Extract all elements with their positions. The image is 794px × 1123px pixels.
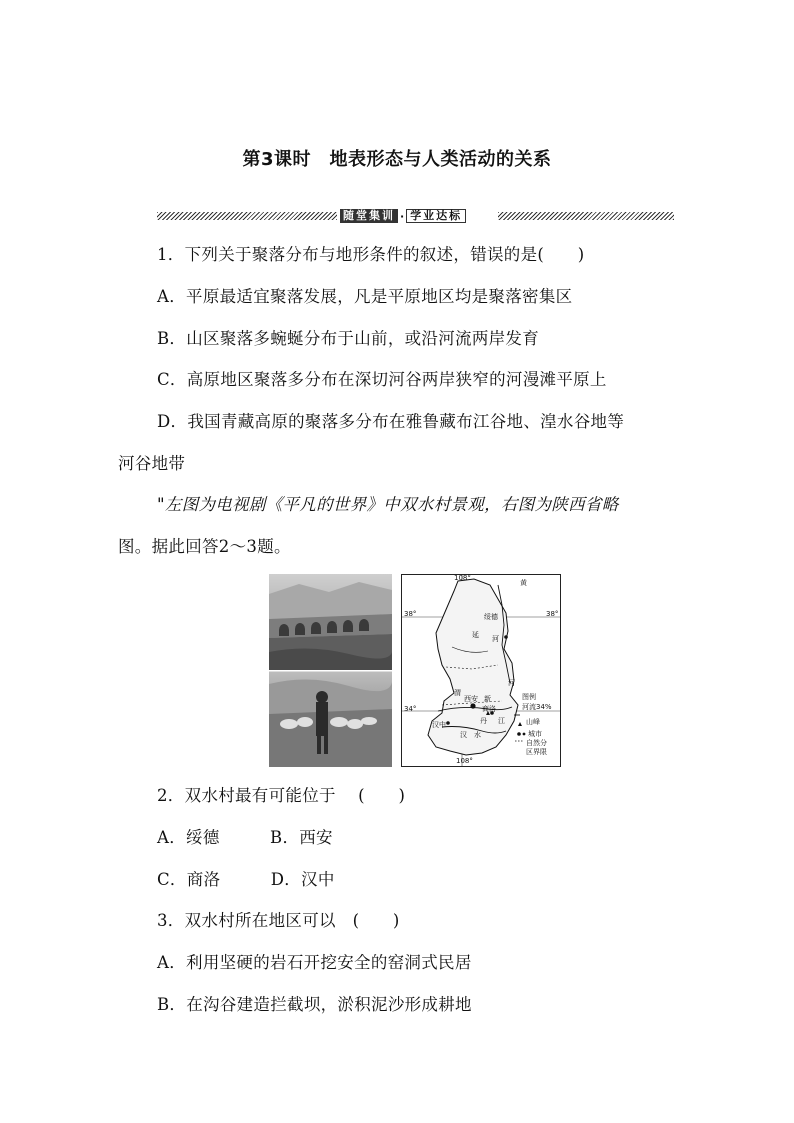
shaanxi-map (401, 574, 561, 767)
map-label-huang: 黄 (520, 579, 527, 587)
q2-options-cd: C．商洛 D．汉中 (157, 870, 335, 889)
map-label-hanzhong: 汉中 (432, 721, 446, 729)
q3-stem: 3．双水村所在地区可以 ( ) (157, 911, 400, 930)
map-label-jiang: 江 (498, 717, 505, 725)
banner-hatch-right (498, 212, 674, 220)
banner-hatch-left (157, 212, 337, 220)
banner-label (340, 209, 466, 223)
q3-option-b: B．在沟谷建造拦截坝，淤积泥沙形成耕地 (157, 995, 472, 1014)
q1-option-d-line2: 河谷地带 (118, 454, 186, 473)
legend-river (522, 703, 552, 711)
page-title: 第3课时 地表形态与人类活动的关系 (242, 149, 552, 170)
map-label-han: 汉 (460, 731, 467, 739)
q1-stem: 1．下列关于聚落分布与地形条件的叙述，错误的是( ) (157, 245, 585, 264)
map-label-he2: 河 (508, 679, 515, 687)
legend-boundary-2: 区界限 (526, 748, 547, 756)
map-label-wei: 渭 (454, 689, 461, 697)
q1-option-d-line1: D．我国青藏高原的聚落多分布在雅鲁藏布江谷地、湟水谷地等 (157, 412, 625, 431)
map-label-he: 河 (492, 635, 499, 643)
banner-left-label: 随堂集训 (340, 209, 398, 223)
section-banner (157, 209, 674, 223)
legend-boundary-1: 自然分 (526, 739, 547, 747)
q2-stem: 2．双水村最有可能位于 ( ) (157, 786, 406, 805)
map-label-xian: 西安 (464, 695, 478, 703)
legend-city: 城市 (528, 730, 542, 738)
q1-option-a: A．平原最适宜聚落发展，凡是平原地区均是聚落密集区 (157, 287, 573, 306)
legend-river-value: 34% (536, 703, 552, 711)
map-lon-top: 108° (454, 574, 471, 582)
map-label-shui: 水 (474, 731, 481, 739)
map-lat-38-left: 38° (404, 610, 417, 618)
map-label-dan: 丹 (480, 717, 487, 725)
map-label-yan: 延 (472, 631, 479, 639)
map-label-xin: 新 (484, 695, 491, 703)
q2-options-ab: A．绥德 B．西安 (157, 828, 333, 847)
figures (269, 574, 561, 767)
map-lat-38-right: 38° (546, 610, 559, 618)
banner-separator: · (400, 209, 405, 223)
q3-option-a: A．利用坚硬的岩石开挖安全的窑洞式民居 (157, 953, 472, 972)
legend-peak: 山峰 (526, 718, 540, 726)
map-label-suide: 绥德 (484, 613, 498, 621)
banner-right-label: 学业达标 (406, 209, 466, 223)
legend-river-label: 河流 (522, 703, 536, 711)
q1-option-b: B．山区聚落多蜿蜒分布于山前，或沿河流两岸发育 (157, 329, 540, 348)
map-lat-34: 34° (404, 705, 417, 713)
intro-line2: 图。据此回答2～3题。 (118, 537, 291, 556)
village-photo-image (269, 574, 392, 767)
map-label-shangluo: 商洛 (482, 705, 496, 713)
map-lon-bottom: 108° (456, 757, 473, 765)
q1-option-c: C．高原地区聚落多分布在深切河谷两岸狭窄的河漫滩平原上 (157, 370, 607, 389)
intro-line1: "左图为电视剧《平凡的世界》中双水村景观，右图为陕西省略 (157, 495, 619, 514)
village-photo (269, 574, 392, 767)
legend-title: 图例 (522, 693, 536, 701)
